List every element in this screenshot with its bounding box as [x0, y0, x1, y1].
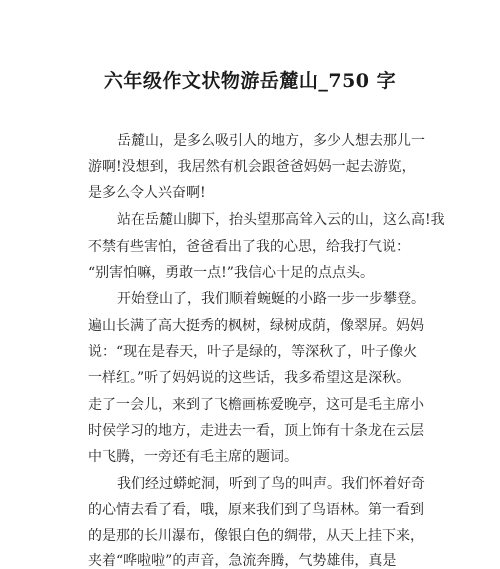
paragraph-line: 说：“现在是春天，叶子是绿的，等深秋了，叶子像火 — [88, 344, 418, 360]
paragraph-line: 不禁有些害怕，爸爸看出了我的心思，给我打气说： — [88, 239, 410, 255]
paragraph-line: “别害怕嘛，勇敢一点!”我信心十足的点点头。 — [88, 265, 374, 281]
paragraph-line: 游啊!没想到，我居然有机会跟爸爸妈妈一起去游览， — [88, 159, 416, 175]
paragraph-line: 走了一会儿，来到了飞檐画栋爱晚亭，这可是毛主席小 — [88, 397, 424, 413]
paragraph-line: 遍山长满了高大挺秀的枫树，绿树成荫，像翠屏。妈妈 — [88, 318, 424, 334]
document-title: 六年级作文状物游岳麓山_750 字 — [103, 70, 397, 92]
paragraph-line: 的是那的长川瀑布，像银白色的绸带，从天上挂下来， — [88, 528, 424, 544]
paragraph-line: 的心情去看了看，哦，原来我们到了鸟语林。第一看到 — [88, 502, 424, 518]
paragraph-line: 夹着“哗啦啦”的声音，急流奔腾，气势雄伟，真是 — [88, 553, 397, 569]
paragraph-line: 我们经过蟒蛇洞，听到了鸟的叫声。我们怀着好奇 — [117, 476, 425, 492]
paragraph-line: 中飞腾，一旁还有毛主席的题词。 — [88, 449, 298, 465]
paragraph-line: 一样红。”听了妈妈说的这些话，我多希望这是深秋。 — [88, 370, 411, 386]
paragraph-line: 开始登山了，我们顺着蜿蜒的小路一步一步攀登。 — [117, 291, 425, 307]
paragraph-line: 岳麓山，是多么吸引人的地方，多少人想去那儿一 — [117, 133, 425, 149]
paragraph-line: 时侯学习的地方，走进去一看，顶上饰有十条龙在云层 — [88, 423, 424, 439]
paragraph-line: 站在岳麓山脚下，抬头望那高耸入云的山，这么高!我 — [117, 212, 445, 228]
paragraph-line: 是多么令人兴奋啊! — [88, 185, 206, 201]
